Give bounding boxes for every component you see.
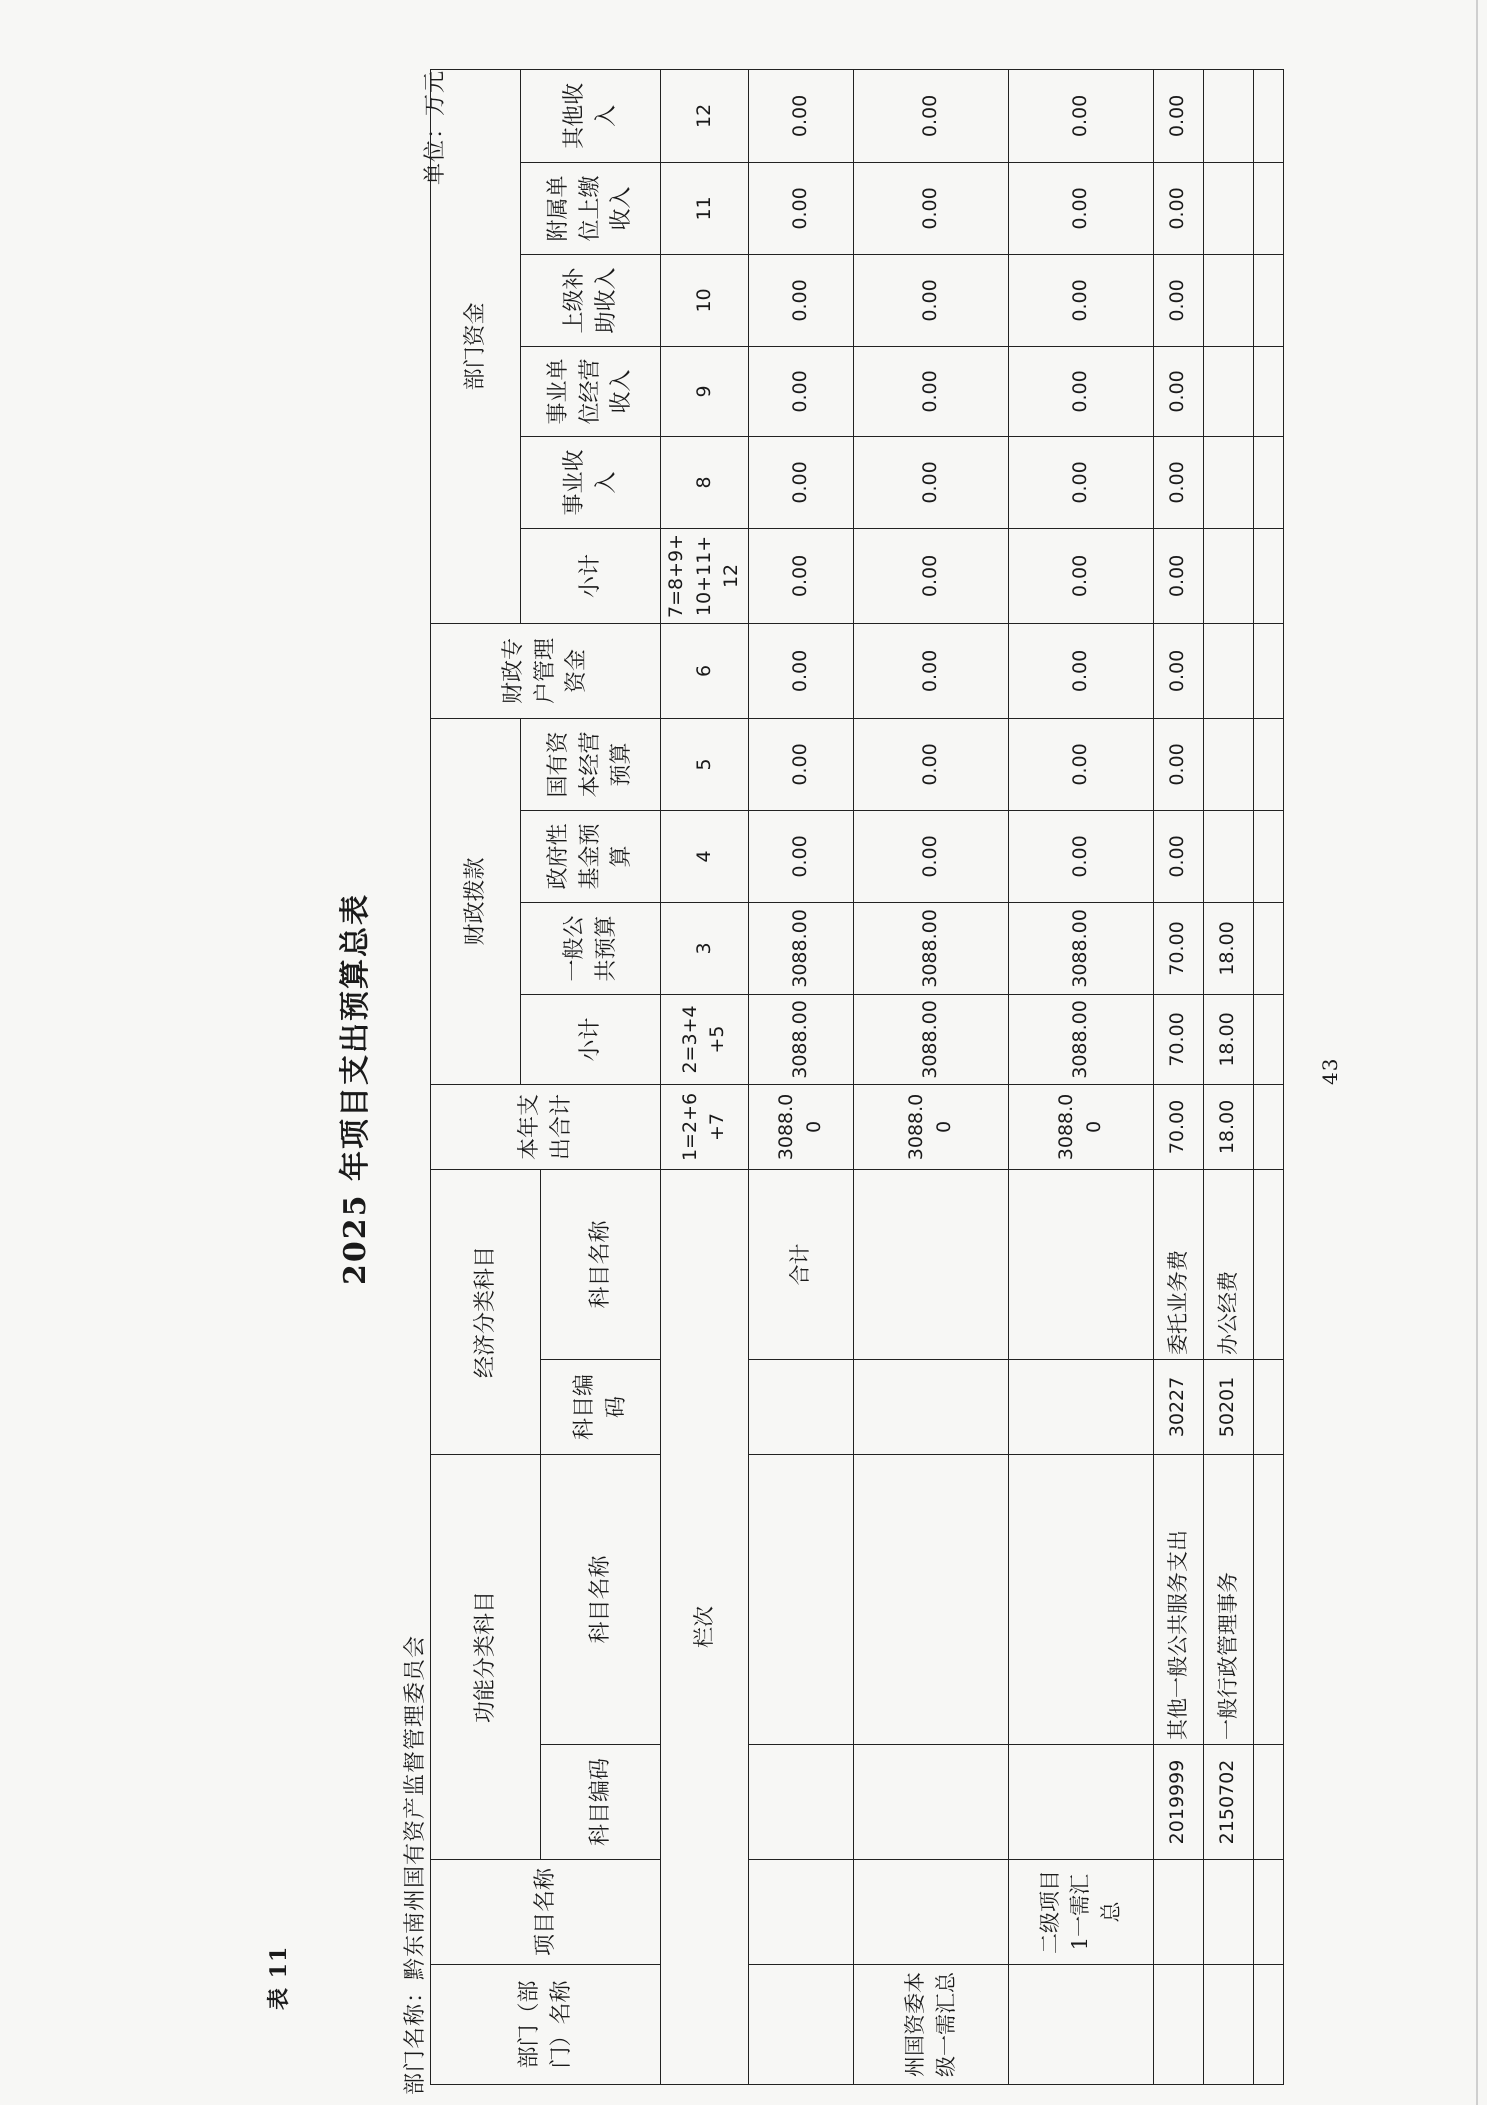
cell-superior: 0.00	[1153, 254, 1203, 346]
cell-dept-sub: 0.00	[1153, 528, 1203, 623]
cell-dept	[1008, 1965, 1153, 2085]
cell-affiliated	[1253, 162, 1283, 254]
cell-general: 3088.00	[853, 902, 1008, 994]
index-c3: 3	[661, 902, 749, 994]
unit-label: 单位：万元	[423, 69, 448, 185]
cell-gov-fund	[1253, 810, 1283, 902]
table-row	[748, 69, 853, 2084]
cell-dept-sub: 0.00	[1008, 528, 1153, 623]
index-c5: 5	[661, 718, 749, 810]
cell-other: 0.00	[1153, 69, 1203, 162]
header-dept: 部门（部门）名称	[431, 1965, 661, 2085]
header-dept-group: 部门资金	[431, 69, 521, 623]
page-number: 43	[1318, 1057, 1342, 1085]
cell-special	[1253, 623, 1283, 718]
cell-affiliated: 0.00	[1008, 162, 1153, 254]
header-general: 一般公共预算	[521, 902, 661, 994]
cell-project	[748, 1860, 853, 1965]
cell-special: 0.00	[1153, 623, 1203, 718]
cell-project	[853, 1860, 1008, 1965]
header-fiscal-sub: 小计	[521, 994, 661, 1084]
cell-state-capital: 0.00	[748, 718, 853, 810]
header-func-code: 科目编码	[541, 1745, 661, 1860]
cell-fiscal-sub: 3088.00	[1008, 994, 1153, 1084]
cell-total: 3088.00	[748, 1084, 853, 1169]
cell-superior	[1253, 254, 1283, 346]
cell-fiscal-sub: 18.00	[1203, 994, 1253, 1084]
index-c9: 9	[661, 346, 749, 436]
index-c2: 2=3+4+5	[661, 994, 749, 1084]
cell-other: 0.00	[748, 69, 853, 162]
cell-total	[1253, 1084, 1283, 1169]
cell-dept-sub	[1203, 528, 1253, 623]
index-row	[661, 69, 749, 2084]
cell-total: 18.00	[1203, 1084, 1253, 1169]
cell-career: 0.00	[1153, 436, 1203, 528]
cell-econ-name: 委托业务费	[1153, 1169, 1203, 1359]
cell-project	[1153, 1860, 1203, 1965]
table-row	[1253, 69, 1283, 2084]
cell-func-code	[1253, 1745, 1283, 1860]
index-c10: 10	[661, 254, 749, 346]
cell-general: 70.00	[1153, 902, 1203, 994]
cell-gov-fund: 0.00	[1008, 810, 1153, 902]
cell-business: 0.00	[1153, 346, 1203, 436]
cell-general	[1253, 902, 1283, 994]
cell-func-code: 2019999	[1153, 1745, 1203, 1860]
cell-func-name	[1008, 1454, 1153, 1744]
index-label: 栏次	[661, 1169, 749, 2084]
cell-business	[1203, 346, 1253, 436]
cell-state-capital: 0.00	[1153, 718, 1203, 810]
cell-superior: 0.00	[748, 254, 853, 346]
cell-career: 0.00	[1008, 436, 1153, 528]
cell-business: 0.00	[853, 346, 1008, 436]
cell-career: 0.00	[853, 436, 1008, 528]
cell-superior: 0.00	[1008, 254, 1153, 346]
cell-general: 3088.00	[1008, 902, 1153, 994]
cell-func-code	[853, 1745, 1008, 1860]
cell-econ-code: 30227	[1153, 1359, 1203, 1454]
scan-edge-line	[1476, 0, 1478, 2105]
header-dept-sub: 小计	[521, 528, 661, 623]
cell-econ-code: 50201	[1203, 1359, 1253, 1454]
cell-affiliated	[1203, 162, 1253, 254]
table-row	[1008, 69, 1153, 2084]
cell-project	[1203, 1860, 1253, 1965]
cell-state-capital	[1253, 718, 1283, 810]
cell-dept: 州国资委本级一需汇总	[853, 1965, 1008, 2085]
header-other: 其他收入	[521, 69, 661, 162]
cell-fiscal-sub: 3088.00	[853, 994, 1008, 1084]
cell-func-name	[748, 1454, 853, 1744]
cell-general: 18.00	[1203, 902, 1253, 994]
cell-other	[1253, 69, 1283, 162]
header-superior: 上级补助收入	[521, 254, 661, 346]
cell-career: 0.00	[748, 436, 853, 528]
header-project: 项目名称	[431, 1860, 661, 1965]
cell-total: 3088.00	[853, 1084, 1008, 1169]
cell-state-capital	[1203, 718, 1253, 810]
index-c4: 4	[661, 810, 749, 902]
cell-econ-name	[1008, 1169, 1153, 1359]
cell-func-name: 一般行政管理事务	[1203, 1454, 1253, 1744]
index-c11: 11	[661, 162, 749, 254]
table-row	[853, 69, 1008, 2084]
header-func-name: 科目名称	[541, 1454, 661, 1744]
cell-special: 0.00	[748, 623, 853, 718]
cell-econ-name	[853, 1169, 1008, 1359]
header-econ-group: 经济分类科目	[431, 1169, 541, 1454]
table-number: 表 11	[266, 1945, 292, 2010]
header-gov-fund: 政府性基金预算	[521, 810, 661, 902]
cell-state-capital: 0.00	[1008, 718, 1153, 810]
cell-dept-sub	[1253, 528, 1283, 623]
header-affiliated: 附属单位上缴收入	[521, 162, 661, 254]
index-c6: 6	[661, 623, 749, 718]
cell-dept-sub: 0.00	[748, 528, 853, 623]
header-total: 本年支出合计	[431, 1084, 661, 1169]
header-business: 事业单位经营收入	[521, 346, 661, 436]
cell-gov-fund	[1203, 810, 1253, 902]
project-expenditure-budget-table	[430, 69, 1284, 2085]
cell-career	[1253, 436, 1283, 528]
cell-superior: 0.00	[853, 254, 1008, 346]
table-row	[1153, 69, 1203, 2084]
cell-business	[1253, 346, 1283, 436]
cell-state-capital: 0.00	[853, 718, 1008, 810]
header-func-group: 功能分类科目	[431, 1454, 541, 1859]
index-c1: 1=2+6+7	[661, 1084, 749, 1169]
page-title: 2025 年项目支出预算总表	[338, 893, 373, 1285]
cell-other	[1203, 69, 1253, 162]
cell-dept	[748, 1965, 853, 2085]
cell-econ-code	[1253, 1359, 1283, 1454]
header-econ-code: 科目编码	[541, 1359, 661, 1454]
cell-superior	[1203, 254, 1253, 346]
cell-total: 3088.00	[1008, 1084, 1153, 1169]
cell-func-name	[853, 1454, 1008, 1744]
cell-other: 0.00	[1008, 69, 1153, 162]
header-state-capital: 国有资本经营预算	[521, 718, 661, 810]
cell-dept	[1253, 1965, 1283, 2085]
cell-business: 0.00	[748, 346, 853, 436]
cell-business: 0.00	[1008, 346, 1153, 436]
cell-gov-fund: 0.00	[748, 810, 853, 902]
cell-gov-fund: 0.00	[1153, 810, 1203, 902]
cell-econ-code	[748, 1359, 853, 1454]
index-c12: 12	[661, 69, 749, 162]
cell-special	[1203, 623, 1253, 718]
cell-gov-fund: 0.00	[853, 810, 1008, 902]
cell-total: 70.00	[1153, 1084, 1203, 1169]
cell-other: 0.00	[853, 69, 1008, 162]
cell-fiscal-sub: 3088.00	[748, 994, 853, 1084]
cell-affiliated: 0.00	[1153, 162, 1203, 254]
cell-func-code	[748, 1745, 853, 1860]
cell-func-code: 2150702	[1203, 1745, 1253, 1860]
cell-econ-name: 合计	[748, 1169, 853, 1359]
header-career: 事业收入	[521, 436, 661, 528]
cell-func-name	[1253, 1454, 1283, 1744]
cell-project: 二级项目1一需汇总	[1008, 1860, 1153, 1965]
cell-special: 0.00	[1008, 623, 1153, 718]
cell-fiscal-sub: 70.00	[1153, 994, 1203, 1084]
header-special: 财政专户管理资金	[431, 623, 661, 718]
cell-dept	[1203, 1965, 1253, 2085]
table-row	[1203, 69, 1253, 2084]
cell-econ-code	[853, 1359, 1008, 1454]
cell-dept	[1153, 1965, 1203, 2085]
cell-project	[1253, 1860, 1283, 1965]
cell-dept-sub: 0.00	[853, 528, 1008, 623]
cell-affiliated: 0.00	[853, 162, 1008, 254]
department-name: 部门名称：黔东南州国有资产监督管理委员会	[403, 1634, 428, 2095]
cell-econ-name: 办公经费	[1203, 1169, 1253, 1359]
index-c8: 8	[661, 436, 749, 528]
cell-func-name: 其他一般公共服务支出	[1153, 1454, 1203, 1744]
cell-special: 0.00	[853, 623, 1008, 718]
cell-econ-name	[1253, 1169, 1283, 1359]
header-econ-name: 科目名称	[541, 1169, 661, 1359]
header-fiscal-group: 财政拨款	[431, 718, 521, 1084]
cell-affiliated: 0.00	[748, 162, 853, 254]
data-rows	[748, 69, 1283, 2084]
cell-econ-code	[1008, 1359, 1153, 1454]
cell-fiscal-sub	[1253, 994, 1283, 1084]
cell-general: 3088.00	[748, 902, 853, 994]
index-c7: 7=8+9+10+11+12	[661, 528, 749, 623]
cell-func-code	[1008, 1745, 1153, 1860]
cell-career	[1203, 436, 1253, 528]
